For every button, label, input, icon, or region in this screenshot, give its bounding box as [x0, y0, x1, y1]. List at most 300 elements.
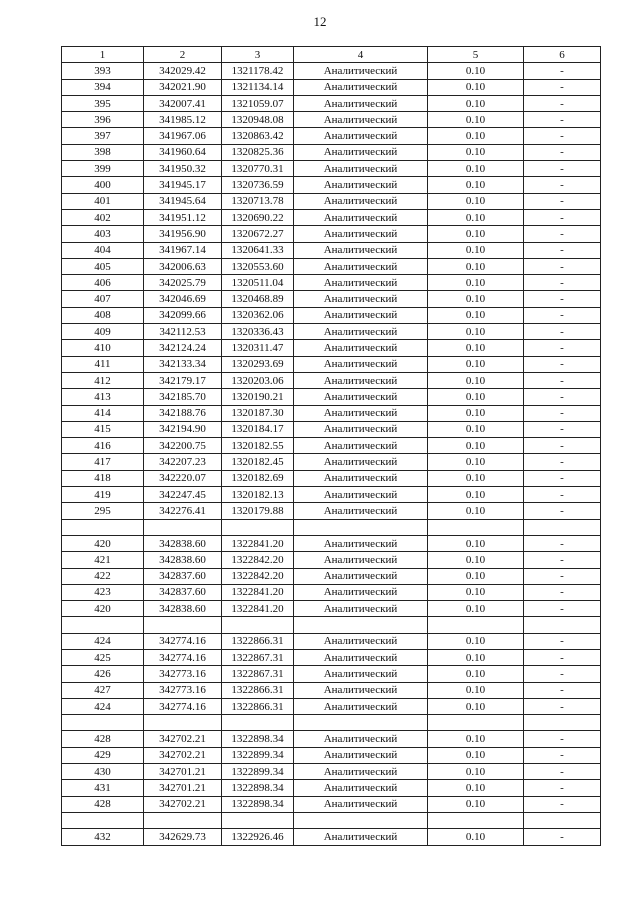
- method-cell: Аналитический: [294, 372, 428, 388]
- accuracy-cell: 0.10: [428, 112, 524, 128]
- x-coordinate-cell: 342701.21: [144, 780, 222, 796]
- note-cell: -: [524, 454, 601, 470]
- note-cell: -: [524, 258, 601, 274]
- method-cell: Аналитический: [294, 601, 428, 617]
- method-cell: Аналитический: [294, 340, 428, 356]
- method-cell: Аналитический: [294, 405, 428, 421]
- accuracy-cell: 0.10: [428, 649, 524, 665]
- x-coordinate-cell: 341945.17: [144, 177, 222, 193]
- x-coordinate-cell: 342701.21: [144, 764, 222, 780]
- accuracy-cell: 0.10: [428, 601, 524, 617]
- y-coordinate-cell: 1322898.34: [222, 731, 294, 747]
- note-cell: -: [524, 405, 601, 421]
- method-cell: Аналитический: [294, 633, 428, 649]
- x-coordinate-cell: 342188.76: [144, 405, 222, 421]
- accuracy-cell: 0.10: [428, 128, 524, 144]
- note-cell: -: [524, 209, 601, 225]
- table-row: [62, 503, 601, 519]
- method-cell: Аналитический: [294, 275, 428, 291]
- method-cell: Аналитический: [294, 552, 428, 568]
- point-number-cell: 404: [62, 242, 144, 258]
- y-coordinate-cell: 1320641.33: [222, 242, 294, 258]
- y-coordinate-cell: 1320311.47: [222, 340, 294, 356]
- y-coordinate-cell: 1320825.36: [222, 144, 294, 160]
- method-cell: Аналитический: [294, 731, 428, 747]
- point-number-cell: 395: [62, 95, 144, 111]
- table-row: [62, 340, 601, 356]
- table-row: [62, 209, 601, 225]
- y-coordinate-cell: 1320863.42: [222, 128, 294, 144]
- empty-cell: [144, 617, 222, 633]
- point-number-cell: 431: [62, 780, 144, 796]
- method-cell: Аналитический: [294, 324, 428, 340]
- empty-cell: [428, 617, 524, 633]
- y-coordinate-cell: 1322867.31: [222, 666, 294, 682]
- column-header: 2: [144, 47, 222, 63]
- table-row: [62, 731, 601, 747]
- point-number-cell: 418: [62, 470, 144, 486]
- y-coordinate-cell: 1320179.88: [222, 503, 294, 519]
- column-header: 4: [294, 47, 428, 63]
- column-header: 1: [62, 47, 144, 63]
- accuracy-cell: 0.10: [428, 291, 524, 307]
- table-row: [62, 193, 601, 209]
- y-coordinate-cell: 1320187.30: [222, 405, 294, 421]
- point-number-cell: 428: [62, 731, 144, 747]
- method-cell: Аналитический: [294, 258, 428, 274]
- x-coordinate-cell: 341945.64: [144, 193, 222, 209]
- note-cell: -: [524, 275, 601, 291]
- accuracy-cell: 0.10: [428, 405, 524, 421]
- table-row: [62, 144, 601, 160]
- empty-cell: [428, 812, 524, 828]
- note-cell: -: [524, 389, 601, 405]
- y-coordinate-cell: 1320293.69: [222, 356, 294, 372]
- table-row: [62, 633, 601, 649]
- x-coordinate-cell: 342025.79: [144, 275, 222, 291]
- table-row: [62, 454, 601, 470]
- note-cell: -: [524, 324, 601, 340]
- accuracy-cell: 0.10: [428, 324, 524, 340]
- point-number-cell: 423: [62, 584, 144, 600]
- point-number-cell: 396: [62, 112, 144, 128]
- method-cell: Аналитический: [294, 682, 428, 698]
- table-row: [62, 780, 601, 796]
- empty-cell: [294, 812, 428, 828]
- y-coordinate-cell: 1321178.42: [222, 63, 294, 79]
- method-cell: Аналитический: [294, 79, 428, 95]
- table-row: [62, 275, 601, 291]
- point-number-cell: 412: [62, 372, 144, 388]
- method-cell: Аналитический: [294, 470, 428, 486]
- note-cell: -: [524, 503, 601, 519]
- table-row: [62, 372, 601, 388]
- point-number-cell: 411: [62, 356, 144, 372]
- point-number-cell: 405: [62, 258, 144, 274]
- accuracy-cell: 0.10: [428, 242, 524, 258]
- spacer-row: [62, 519, 601, 535]
- empty-cell: [524, 519, 601, 535]
- empty-cell: [62, 519, 144, 535]
- x-coordinate-cell: 342276.41: [144, 503, 222, 519]
- y-coordinate-cell: 1320672.27: [222, 226, 294, 242]
- point-number-cell: 416: [62, 438, 144, 454]
- note-cell: -: [524, 372, 601, 388]
- y-coordinate-cell: 1322899.34: [222, 747, 294, 763]
- method-cell: Аналитический: [294, 698, 428, 714]
- point-number-cell: 419: [62, 487, 144, 503]
- method-cell: Аналитический: [294, 796, 428, 812]
- method-cell: Аналитический: [294, 666, 428, 682]
- table-row: [62, 324, 601, 340]
- accuracy-cell: 0.10: [428, 470, 524, 486]
- y-coordinate-cell: 1322842.20: [222, 552, 294, 568]
- point-number-cell: 401: [62, 193, 144, 209]
- x-coordinate-cell: 342200.75: [144, 438, 222, 454]
- table-row: [62, 258, 601, 274]
- y-coordinate-cell: 1322842.20: [222, 568, 294, 584]
- point-number-cell: 400: [62, 177, 144, 193]
- table-row: [62, 535, 601, 551]
- accuracy-cell: 0.10: [428, 796, 524, 812]
- accuracy-cell: 0.10: [428, 682, 524, 698]
- note-cell: -: [524, 226, 601, 242]
- point-number-cell: 415: [62, 421, 144, 437]
- note-cell: -: [524, 161, 601, 177]
- empty-cell: [222, 715, 294, 731]
- empty-cell: [524, 617, 601, 633]
- y-coordinate-cell: 1322841.20: [222, 535, 294, 551]
- point-number-cell: 425: [62, 649, 144, 665]
- x-coordinate-cell: 342702.21: [144, 796, 222, 812]
- y-coordinate-cell: 1320948.08: [222, 112, 294, 128]
- method-cell: Аналитический: [294, 584, 428, 600]
- x-coordinate-cell: 342099.66: [144, 307, 222, 323]
- accuracy-cell: 0.10: [428, 552, 524, 568]
- empty-cell: [222, 519, 294, 535]
- method-cell: Аналитический: [294, 503, 428, 519]
- y-coordinate-cell: 1320362.06: [222, 307, 294, 323]
- y-coordinate-cell: 1320184.17: [222, 421, 294, 437]
- note-cell: -: [524, 79, 601, 95]
- column-header: 5: [428, 47, 524, 63]
- x-coordinate-cell: 342702.21: [144, 731, 222, 747]
- accuracy-cell: 0.10: [428, 487, 524, 503]
- empty-cell: [222, 617, 294, 633]
- y-coordinate-cell: 1320690.22: [222, 209, 294, 225]
- point-number-cell: 426: [62, 666, 144, 682]
- accuracy-cell: 0.10: [428, 209, 524, 225]
- empty-cell: [524, 715, 601, 731]
- table-row: [62, 796, 601, 812]
- point-number-cell: 430: [62, 764, 144, 780]
- note-cell: -: [524, 796, 601, 812]
- method-cell: Аналитический: [294, 112, 428, 128]
- y-coordinate-cell: 1321059.07: [222, 95, 294, 111]
- accuracy-cell: 0.10: [428, 568, 524, 584]
- table-row: [62, 649, 601, 665]
- note-cell: -: [524, 438, 601, 454]
- x-coordinate-cell: 341956.90: [144, 226, 222, 242]
- point-number-cell: 398: [62, 144, 144, 160]
- empty-cell: [62, 715, 144, 731]
- method-cell: Аналитический: [294, 144, 428, 160]
- table-row: [62, 568, 601, 584]
- method-cell: Аналитический: [294, 307, 428, 323]
- x-coordinate-cell: 342124.24: [144, 340, 222, 356]
- table-row: [62, 112, 601, 128]
- x-coordinate-cell: 342029.42: [144, 63, 222, 79]
- x-coordinate-cell: 342702.21: [144, 747, 222, 763]
- y-coordinate-cell: 1320182.45: [222, 454, 294, 470]
- table-row: [62, 829, 601, 845]
- empty-cell: [222, 812, 294, 828]
- page-number: 12: [313, 14, 327, 29]
- note-cell: -: [524, 764, 601, 780]
- point-number-cell: 408: [62, 307, 144, 323]
- x-coordinate-cell: 341950.32: [144, 161, 222, 177]
- accuracy-cell: 0.10: [428, 258, 524, 274]
- note-cell: -: [524, 666, 601, 682]
- method-cell: Аналитический: [294, 128, 428, 144]
- x-coordinate-cell: 342179.17: [144, 372, 222, 388]
- note-cell: -: [524, 552, 601, 568]
- y-coordinate-cell: 1320182.69: [222, 470, 294, 486]
- x-coordinate-cell: 342838.60: [144, 535, 222, 551]
- method-cell: Аналитический: [294, 780, 428, 796]
- empty-cell: [428, 519, 524, 535]
- accuracy-cell: 0.10: [428, 454, 524, 470]
- table-row: [62, 128, 601, 144]
- column-header: 6: [524, 47, 601, 63]
- y-coordinate-cell: 1320511.04: [222, 275, 294, 291]
- accuracy-cell: 0.10: [428, 356, 524, 372]
- empty-cell: [144, 812, 222, 828]
- note-cell: -: [524, 470, 601, 486]
- table-row: [62, 95, 601, 111]
- accuracy-cell: 0.10: [428, 731, 524, 747]
- accuracy-cell: 0.10: [428, 747, 524, 763]
- y-coordinate-cell: 1320190.21: [222, 389, 294, 405]
- note-cell: -: [524, 144, 601, 160]
- spacer-row: [62, 715, 601, 731]
- note-cell: -: [524, 291, 601, 307]
- point-number-cell: 432: [62, 829, 144, 845]
- x-coordinate-cell: 342006.63: [144, 258, 222, 274]
- y-coordinate-cell: 1322841.20: [222, 584, 294, 600]
- table-row: [62, 421, 601, 437]
- y-coordinate-cell: 1322867.31: [222, 649, 294, 665]
- table-row: [62, 487, 601, 503]
- method-cell: Аналитический: [294, 291, 428, 307]
- y-coordinate-cell: 1320770.31: [222, 161, 294, 177]
- note-cell: -: [524, 584, 601, 600]
- point-number-cell: 420: [62, 535, 144, 551]
- empty-cell: [524, 812, 601, 828]
- method-cell: Аналитический: [294, 242, 428, 258]
- note-cell: -: [524, 487, 601, 503]
- x-coordinate-cell: 342185.70: [144, 389, 222, 405]
- point-number-cell: 295: [62, 503, 144, 519]
- empty-cell: [62, 812, 144, 828]
- x-coordinate-cell: 342194.90: [144, 421, 222, 437]
- point-number-cell: 424: [62, 633, 144, 649]
- accuracy-cell: 0.10: [428, 389, 524, 405]
- x-coordinate-cell: 342112.53: [144, 324, 222, 340]
- accuracy-cell: 0.10: [428, 275, 524, 291]
- table-row: [62, 405, 601, 421]
- note-cell: -: [524, 177, 601, 193]
- method-cell: Аналитический: [294, 568, 428, 584]
- table-row: [62, 470, 601, 486]
- y-coordinate-cell: 1322898.34: [222, 780, 294, 796]
- column-header: 3: [222, 47, 294, 63]
- x-coordinate-cell: 342837.60: [144, 568, 222, 584]
- note-cell: -: [524, 682, 601, 698]
- x-coordinate-cell: 342773.16: [144, 682, 222, 698]
- accuracy-cell: 0.10: [428, 698, 524, 714]
- point-number-cell: 421: [62, 552, 144, 568]
- y-coordinate-cell: 1322841.20: [222, 601, 294, 617]
- spacer-row: [62, 617, 601, 633]
- accuracy-cell: 0.10: [428, 63, 524, 79]
- table-row: [62, 307, 601, 323]
- method-cell: Аналитический: [294, 209, 428, 225]
- accuracy-cell: 0.10: [428, 584, 524, 600]
- point-number-cell: 422: [62, 568, 144, 584]
- point-number-cell: 427: [62, 682, 144, 698]
- accuracy-cell: 0.10: [428, 438, 524, 454]
- empty-cell: [144, 519, 222, 535]
- y-coordinate-cell: 1320182.55: [222, 438, 294, 454]
- table-header-row: [62, 47, 601, 63]
- point-number-cell: 402: [62, 209, 144, 225]
- table-row: [62, 177, 601, 193]
- y-coordinate-cell: 1320713.78: [222, 193, 294, 209]
- point-number-cell: 403: [62, 226, 144, 242]
- point-number-cell: 417: [62, 454, 144, 470]
- point-number-cell: 394: [62, 79, 144, 95]
- method-cell: Аналитический: [294, 356, 428, 372]
- empty-cell: [144, 715, 222, 731]
- x-coordinate-cell: 341967.06: [144, 128, 222, 144]
- accuracy-cell: 0.10: [428, 177, 524, 193]
- accuracy-cell: 0.10: [428, 421, 524, 437]
- method-cell: Аналитический: [294, 193, 428, 209]
- table-row: [62, 682, 601, 698]
- note-cell: -: [524, 112, 601, 128]
- method-cell: Аналитический: [294, 63, 428, 79]
- table-row: [62, 601, 601, 617]
- y-coordinate-cell: 1320336.43: [222, 324, 294, 340]
- x-coordinate-cell: 342220.07: [144, 470, 222, 486]
- y-coordinate-cell: 1322866.31: [222, 682, 294, 698]
- coordinates-table: [61, 46, 601, 846]
- accuracy-cell: 0.10: [428, 780, 524, 796]
- point-number-cell: 397: [62, 128, 144, 144]
- point-number-cell: 414: [62, 405, 144, 421]
- note-cell: -: [524, 568, 601, 584]
- note-cell: -: [524, 535, 601, 551]
- point-number-cell: 409: [62, 324, 144, 340]
- note-cell: -: [524, 95, 601, 111]
- y-coordinate-cell: 1322899.34: [222, 764, 294, 780]
- table-body: [62, 63, 601, 845]
- x-coordinate-cell: 342133.34: [144, 356, 222, 372]
- note-cell: -: [524, 747, 601, 763]
- method-cell: Аналитический: [294, 454, 428, 470]
- note-cell: -: [524, 242, 601, 258]
- note-cell: -: [524, 63, 601, 79]
- table-row: [62, 666, 601, 682]
- x-coordinate-cell: 342838.60: [144, 552, 222, 568]
- x-coordinate-cell: 342837.60: [144, 584, 222, 600]
- x-coordinate-cell: 342046.69: [144, 291, 222, 307]
- note-cell: -: [524, 829, 601, 845]
- point-number-cell: 407: [62, 291, 144, 307]
- point-number-cell: 424: [62, 698, 144, 714]
- y-coordinate-cell: 1322926.46: [222, 829, 294, 845]
- method-cell: Аналитический: [294, 438, 428, 454]
- y-coordinate-cell: 1320553.60: [222, 258, 294, 274]
- table-row: [62, 764, 601, 780]
- method-cell: Аналитический: [294, 487, 428, 503]
- method-cell: Аналитический: [294, 535, 428, 551]
- point-number-cell: 413: [62, 389, 144, 405]
- table-row: [62, 747, 601, 763]
- accuracy-cell: 0.10: [428, 307, 524, 323]
- x-coordinate-cell: 341985.12: [144, 112, 222, 128]
- y-coordinate-cell: 1320203.06: [222, 372, 294, 388]
- x-coordinate-cell: 341967.14: [144, 242, 222, 258]
- y-coordinate-cell: 1322866.31: [222, 698, 294, 714]
- table-row: [62, 584, 601, 600]
- empty-cell: [294, 617, 428, 633]
- accuracy-cell: 0.10: [428, 829, 524, 845]
- empty-cell: [428, 715, 524, 731]
- method-cell: Аналитический: [294, 747, 428, 763]
- point-number-cell: 420: [62, 601, 144, 617]
- y-coordinate-cell: 1320182.13: [222, 487, 294, 503]
- note-cell: -: [524, 421, 601, 437]
- point-number-cell: 399: [62, 161, 144, 177]
- x-coordinate-cell: 342774.16: [144, 649, 222, 665]
- accuracy-cell: 0.10: [428, 95, 524, 111]
- x-coordinate-cell: 342207.23: [144, 454, 222, 470]
- method-cell: Аналитический: [294, 389, 428, 405]
- accuracy-cell: 0.10: [428, 226, 524, 242]
- x-coordinate-cell: 341960.64: [144, 144, 222, 160]
- accuracy-cell: 0.10: [428, 161, 524, 177]
- table-row: [62, 356, 601, 372]
- table-row: [62, 79, 601, 95]
- spacer-row: [62, 812, 601, 828]
- accuracy-cell: 0.10: [428, 340, 524, 356]
- y-coordinate-cell: 1320736.59: [222, 177, 294, 193]
- note-cell: -: [524, 731, 601, 747]
- note-cell: -: [524, 780, 601, 796]
- note-cell: -: [524, 340, 601, 356]
- method-cell: Аналитический: [294, 649, 428, 665]
- method-cell: Аналитический: [294, 95, 428, 111]
- note-cell: -: [524, 698, 601, 714]
- table-row: [62, 698, 601, 714]
- y-coordinate-cell: 1322898.34: [222, 796, 294, 812]
- y-coordinate-cell: 1321134.14: [222, 79, 294, 95]
- x-coordinate-cell: 342774.16: [144, 633, 222, 649]
- accuracy-cell: 0.10: [428, 633, 524, 649]
- x-coordinate-cell: 342774.16: [144, 698, 222, 714]
